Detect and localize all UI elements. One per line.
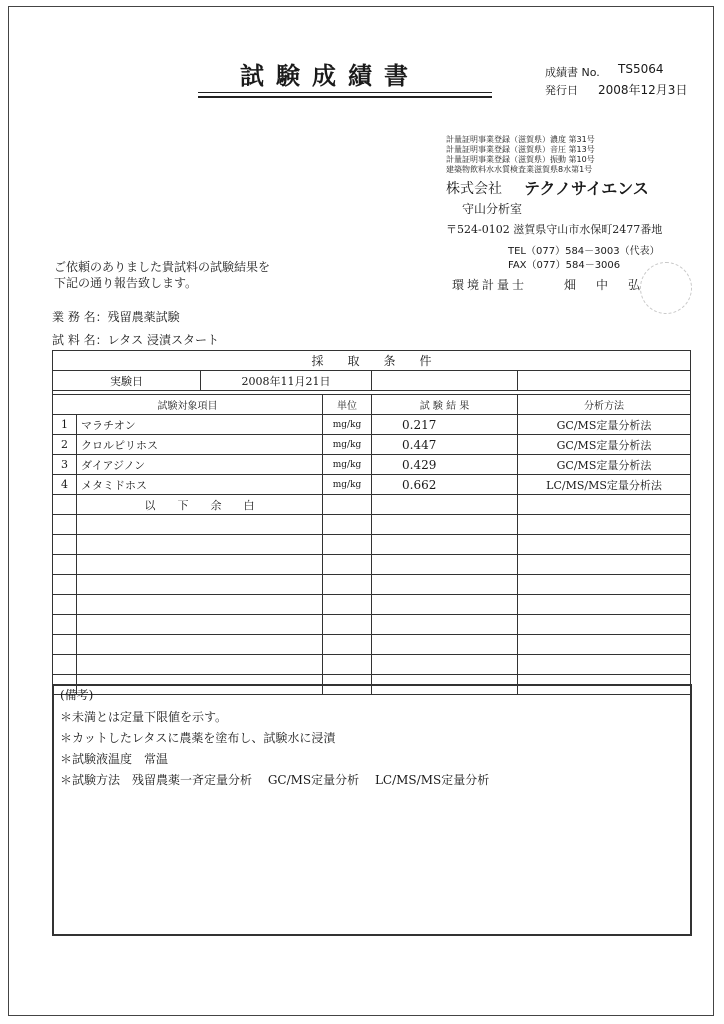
registration-line: 建築物飲料水水質検査業滋賀県8水第1号 (446, 165, 593, 174)
blank-cell (53, 575, 77, 595)
sample-row (52, 331, 219, 348)
empty-row (53, 555, 691, 575)
blank-cell (323, 655, 372, 675)
issue-date: 2008年12月3日 (598, 83, 688, 97)
row-unit: mg/kg (323, 475, 372, 495)
blank-cell (372, 615, 518, 635)
empty-row (53, 515, 691, 535)
registration-line: 計量証明事業登録（滋賀県）音圧 第13号 (446, 145, 595, 154)
row-number: 2 (53, 435, 77, 455)
row-item: クロルピリホス (77, 435, 323, 455)
sample-value: レタス 浸漬スタート (107, 333, 219, 347)
document-title: 試験成績書 (240, 61, 420, 90)
blank-cell (53, 535, 77, 555)
col-header-item: 試験対象項目 (53, 395, 323, 415)
blank-cell (518, 575, 691, 595)
empty-row (53, 535, 691, 555)
blank-cell (53, 655, 77, 675)
lab-name: 守山分析室 (462, 202, 523, 216)
blank-cell (518, 371, 691, 391)
blank-cell (77, 575, 323, 595)
row-method: GC/MS定量分析法 (518, 435, 691, 455)
blank-cell (372, 575, 518, 595)
blank-note-row (53, 495, 691, 515)
blank-cell (518, 495, 691, 515)
row-item: マラチオン (77, 415, 323, 435)
experiment-date-label: 実験日 (53, 371, 201, 391)
col-header-result: 試 験 結 果 (372, 395, 518, 415)
blank-cell (53, 495, 77, 515)
row-unit: mg/kg (323, 435, 372, 455)
report-no: TS5064 (618, 62, 664, 76)
blank-cell (53, 595, 77, 615)
company-prefix: 株式会社 (446, 181, 502, 197)
remarks-line: ＊試験液温度 常温 (60, 752, 169, 766)
row-method: LC/MS/MS定量分析法 (518, 475, 691, 495)
blank-cell (77, 595, 323, 615)
measurer-name: 畑中弘 (564, 278, 661, 292)
blank-cell (77, 515, 323, 535)
row-method: GC/MS定量分析法 (518, 415, 691, 435)
blank-cell (77, 555, 323, 575)
blank-note: 以 下 余 白 (77, 495, 323, 515)
task-row (52, 308, 180, 325)
experiment-date-row (53, 371, 691, 391)
task-value: 残留農薬試験 (107, 310, 180, 324)
blank-cell (53, 515, 77, 535)
remarks-line: ＊試験方法 残留農薬一斉定量分析 GC/MS定量分析 LC/MS/MS定量分析 (60, 773, 490, 787)
empty-row (53, 655, 691, 675)
row-number: 1 (53, 415, 77, 435)
blank-cell (77, 535, 323, 555)
row-number: 3 (53, 455, 77, 475)
blank-cell (372, 371, 518, 391)
col-header-method: 分析方法 (518, 395, 691, 415)
blank-cell (372, 555, 518, 575)
registration-line: 計量証明事業登録（滋賀県）濃度 第31号 (446, 135, 595, 144)
blank-cell (372, 595, 518, 615)
row-result: 0.429 (372, 455, 518, 475)
blank-cell (323, 635, 372, 655)
sampling-header-row (53, 351, 691, 371)
remarks-box (52, 684, 692, 936)
title-underline (198, 92, 492, 93)
intro-line: 下記の通り報告致します。 (54, 276, 198, 290)
blank-cell (372, 655, 518, 675)
table-row (53, 475, 691, 495)
remarks-line: ＊未満とは定量下限値を示す。 (60, 710, 228, 724)
remarks-heading: (備考) (60, 688, 94, 702)
experiment-date: 2008年11月21日 (201, 371, 372, 391)
row-unit: mg/kg (323, 415, 372, 435)
blank-cell (518, 555, 691, 575)
row-item: ダイアジノン (77, 455, 323, 475)
intro-line: ご依頼のありました貴試料の試験結果を (54, 260, 271, 274)
blank-cell (518, 595, 691, 615)
blank-cell (323, 575, 372, 595)
row-result: 0.447 (372, 435, 518, 455)
blank-cell (323, 495, 372, 515)
results-table (52, 350, 691, 695)
blank-cell (518, 655, 691, 675)
blank-cell (53, 635, 77, 655)
table-row (53, 455, 691, 475)
blank-cell (323, 615, 372, 635)
row-result: 0.662 (372, 475, 518, 495)
blank-cell (518, 515, 691, 535)
company-fax: FAX（077）584－3006 (508, 260, 621, 271)
table-row (53, 435, 691, 455)
report-no-label: 成績書 No. (545, 66, 600, 79)
row-result: 0.217 (372, 415, 518, 435)
seal-stamp (640, 262, 692, 314)
row-unit: mg/kg (323, 455, 372, 475)
empty-row (53, 575, 691, 595)
blank-cell (77, 615, 323, 635)
row-item: メタミドホス (77, 475, 323, 495)
empty-row (53, 635, 691, 655)
blank-cell (372, 495, 518, 515)
column-header-row (53, 395, 691, 415)
col-header-unit: 単位 (323, 395, 372, 415)
table-row (53, 415, 691, 435)
blank-cell (518, 635, 691, 655)
sampling-header: 採 取 条 件 (53, 351, 691, 371)
registration-line: 計量証明事業登録（滋賀県）振動 第10号 (446, 155, 595, 164)
measurer-title: 環境計量士 (452, 278, 528, 292)
company-address: 〒524-0102 滋賀県守山市水保町2477番地 (446, 223, 663, 236)
blank-cell (323, 535, 372, 555)
row-method: GC/MS定量分析法 (518, 455, 691, 475)
blank-cell (77, 635, 323, 655)
blank-cell (323, 595, 372, 615)
empty-row (53, 595, 691, 615)
empty-row (53, 615, 691, 635)
blank-cell (323, 515, 372, 535)
sample-label: 試 料 名： (52, 333, 108, 347)
blank-cell (372, 515, 518, 535)
blank-cell (518, 535, 691, 555)
remarks-line: ＊カットしたレタスに農薬を塗布し、試験水に浸漬 (60, 731, 336, 745)
issue-date-label: 発行日 (545, 84, 578, 97)
blank-cell (77, 655, 323, 675)
title-underline-double (198, 96, 492, 98)
company-tel: TEL（077）584－3003（代表） (508, 246, 660, 257)
row-number: 4 (53, 475, 77, 495)
blank-cell (518, 615, 691, 635)
blank-cell (372, 535, 518, 555)
blank-cell (53, 615, 77, 635)
blank-cell (323, 555, 372, 575)
blank-cell (372, 635, 518, 655)
company-name: テクノサイエンス (524, 179, 649, 198)
blank-cell (53, 555, 77, 575)
results-body (53, 415, 691, 695)
task-label: 業 務 名： (52, 310, 108, 324)
